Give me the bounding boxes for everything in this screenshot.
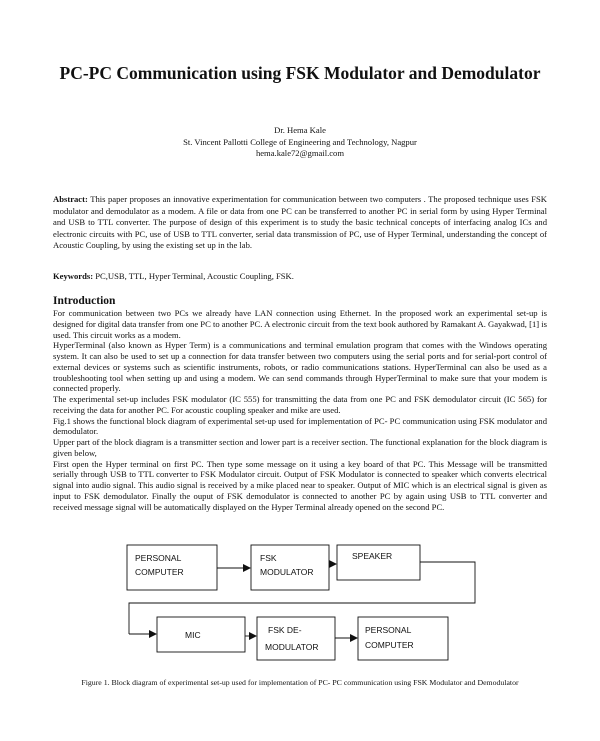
abstract-text: This paper proposes an innovative experimentation for communication between two computers . The proposed technique uses FSK modulator and demodulator as a modem. A file or data from one PC can be transferred to another PC in serial form by using Hyper Terminal and USB to TTL converter. The purpose of design of this experiment is to study the basic technical concepts of interfacing analog ICs and electronic circuits with PC, use of USB to TTL converter, serial data transmission of PC, use of Hyper Terminal, understanding the concept of Acoustic Coupling, by using the existing set up in the lab.: [53, 194, 547, 250]
intro-paragraph: For communication between two PCs we already have LAN connection using Ethernet. In the proposed work an experimental set-up is designed for digital data transfer from one PC to another PC. A electronic circuit from the text book authored by Ramakant A. Gayakwad, [1] is used. This circuit works as a modem.: [53, 308, 547, 340]
intro-paragraph: HyperTerminal (also known as Hyper Term) is a communications and terminal emulation program that comes with the Windows operating system. It can also be used to set up a connection for data transfer between two computers using the serial ports and for serial-port control of external devices or systems such as scientific instruments, robots, or radio communications stations. HyperTerminal can also be used as a troubleshooting tool when setting up and using a modem. We can send commands through HyperTerminal to make sure that your modem is connected properly.: [53, 340, 547, 394]
pc1-label-line1: PERSONAL: [135, 553, 182, 563]
keywords-text: PC,USB, TTL, Hyper Terminal, Acoustic Coupling, FSK.: [95, 271, 294, 281]
paper-title: PC-PC Communication using FSK Modulator and Demodulator: [59, 63, 541, 83]
fsk-modulator-label-line1: FSK: [260, 553, 277, 563]
intro-paragraph: First open the Hyper terminal on first PC. Then type some message on it using a key board of that PC. This Message will be transmitted serially through USB to TTL converter to FSK Modulator circuit. Output of FSK Modulator is connected to speaker which converts electrical signal into audio signal. This audio signal is received by a mike placed near to speaker. Output of MIC which is an electrical signal is given as input to FSK demodulator. Finally the ouput of FSK demodulator is connected to another PC by again using USB to TTL converter and received message signal will be automatically displayed on the Hyper Terminal already opened on the second PC.: [53, 458, 547, 512]
fsk-demodulator-block: [257, 617, 335, 660]
abstract-label: Abstract:: [53, 194, 88, 204]
pc2-block: [358, 617, 448, 660]
speaker-label: SPEAKER: [352, 551, 393, 561]
author-name: Dr. Hema Kale: [274, 125, 326, 135]
author-email: hema.kale72@gmail.com: [255, 148, 345, 158]
fsk-modulator-label-line2: MODULATOR: [260, 567, 314, 577]
pc1-label-line2: COMPUTER: [135, 567, 184, 577]
figure-caption: Figure 1. Block diagram of experimental set-up used for implementation of PC- PC communication using FSK Modulator and Demodulator: [81, 678, 519, 687]
author-affiliation: St. Vincent Pallotti College of Engineering and Technology, Nagpur: [183, 136, 417, 147]
fsk-demodulator-label-line1: FSK DE-: [268, 625, 302, 635]
mic-block: [157, 617, 245, 652]
introduction-heading: Introduction: [53, 295, 116, 307]
mic-label: MIC: [185, 630, 201, 640]
keywords-label: Keywords:: [53, 271, 94, 281]
pc2-label-line2: COMPUTER: [365, 640, 414, 650]
intro-paragraph: Upper part of the block diagram is a transmitter section and lower part is a receiver section. The functional explanation for the block diagram is given below,: [53, 437, 547, 458]
fsk-demodulator-label-line2: MODULATOR: [265, 642, 319, 652]
pc2-label-line1: PERSONAL: [365, 625, 412, 635]
intro-paragraph: Fig.1 shows the functional block diagram of experimental set-up used for implementation of PC- PC communication using FSK modulator and demodulator.: [53, 415, 547, 437]
intro-paragraph: The experimental set-up includes FSK modulator (IC 555) for transmitting the data from one PC and FSK demodulator circuit (IC 565) for receiving the data for another PC. For acoustic coupling speaker and mike are used.: [53, 394, 547, 415]
